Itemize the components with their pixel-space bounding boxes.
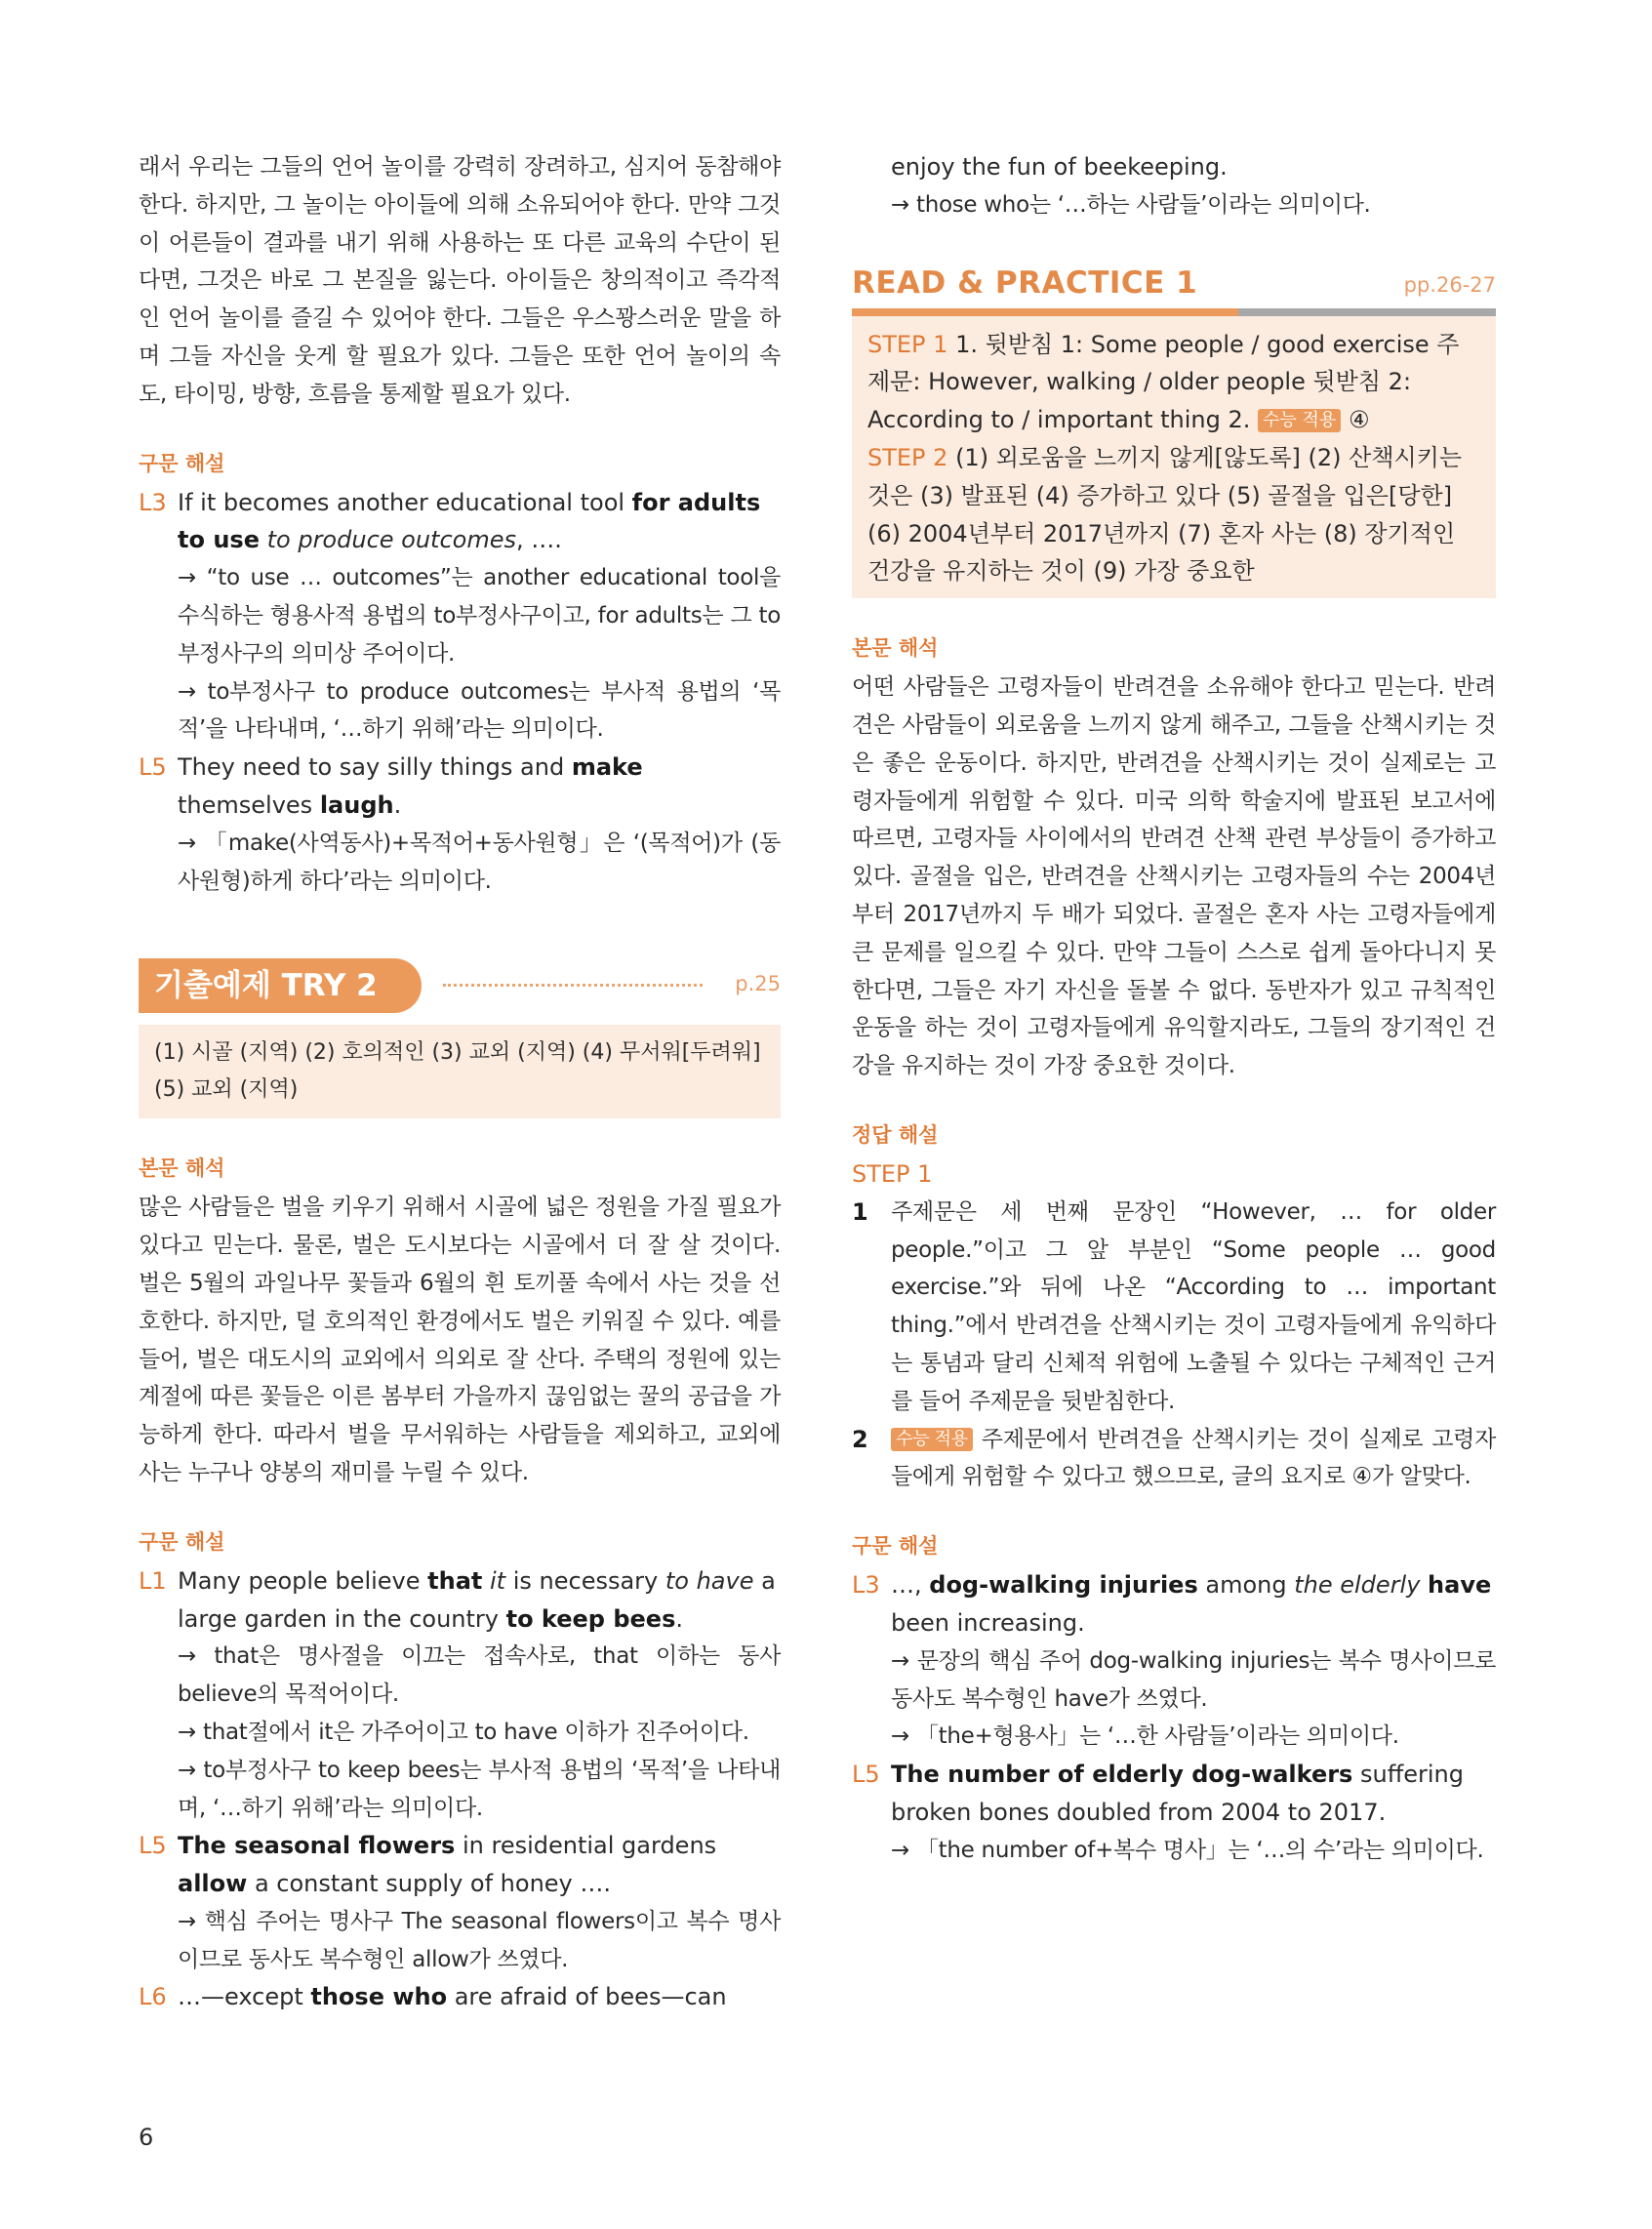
continuation [852,148,1496,224]
sentence: …, dog-walking injuries among the elderly have been increasing. [891,1571,1492,1637]
line-number: L3 [852,1571,880,1600]
dotted-divider [443,984,703,987]
line-number: L5 [852,1761,880,1789]
syntax-item-l3 [139,484,781,750]
note: → that은 명사절을 이끄는 접속사로, that 이하는 동사 believe의 목적어이다. [178,1643,781,1708]
read-practice-page-ref: pp.26-27 [1403,272,1496,297]
note: → those who는 ‘…하는 사람들’이라는 의미이다. [891,191,1371,218]
sentence: The seasonal flowers in residential gardens allow a constant supply of honey …. [178,1832,717,1898]
answer-1: 1 주제문은 세 번째 문장인 “However, … for older people.”이고 그 앞 부분인 “Some people … good exercise.”와 뒤에 나온 “According to … important thing.”에서 반려견을 산책시키는 것이 고령자들에게 유익하다는 통념과 달리 신체적 위험에 노출될 수 있다는 구체적인 근거를 들어 주제문을 뒷받침한다. [852,1197,1496,1414]
syntax-item-r-l5 [852,1756,1496,1869]
syntax-item-r-l3 [852,1566,1496,1756]
answer-2: 2 수능 적용 주제문에서 반려견을 산책시키는 것이 실제로 고령자들에게 위험할 수 있다고 했으므로, 글의 요지로 ④가 알맞다. [852,1425,1496,1490]
text-paragraph-2: 많은 사람들은 벌을 키우기 위해서 시골에 넓은 정원을 가질 필요가 있다고 믿는다. 물론, 벌은 도시보다는 시골에서 더 잘 살 것이다. 벌은 5월의 과일나무 꽃들과 6월의 흰 토끼풀 속에서 사는 것을 선호한다. 하지만, 덜 호의적인 환경에서도 벌은 키워질 수 있다. 예를 들어, 벌은 대도시의 교외에서 의외로 잘 산다. 주택의 정원에 있는 계절에 따른 꽃들은 이른 봄부터 가을까지 끊임없는 꿀의 공급을 가능하게 한다. 따라서 벌을 무서워하는 사람들을 제외하고, 교외에 사는 누구나 양봉의 재미를 누릴 수 있다. [139,1195,781,1485]
note: → 「the number of+복수 명사」는 ‘…의 수’라는 의미이다. [891,1837,1484,1863]
sentence: Many people believe that it is necessary to have a large garden in the country to keep bees. [178,1566,776,1633]
read-practice-title: READ & PRACTICE 1 [852,264,1198,301]
line-number: L6 [139,1983,167,2011]
suneung-badge: 수능 적용 [1258,409,1341,432]
note: → 「make(사역동사)+목적어+동사원형」은 ‘(목적어)가 (동사원형)하게 하다’라는 의미이다. [178,830,781,894]
try-header [139,958,781,1015]
answer-step-label: STEP 1 [852,1159,933,1188]
step1-answers: STEP 1 1. 뒷받침 1: Some people / good exercise 주제문: However, walking / older people 뒷받침 2: According to / important thing 2. 수능 적용 ④ [867,330,1460,434]
step2-answers: STEP 2 (1) 외로움을 느끼지 않게[않도록] (2) 산책시키는 것은 (3) 발표된 (4) 증가하고 있다 (5) 골절을 입은[당한] (6) 2004년부터 2017년까지 (7) 혼자 사는 (8) 장기적인 건강을 유지하는 것이 (9) 가장 중요한 [867,443,1463,586]
note: → to부정사구 to produce outcomes는 부사적 용법의 ‘목적’을 나타내며, ‘…하기 위해’라는 의미이다. [178,678,781,743]
read-practice-answer-box [852,316,1496,599]
line-number: L3 [139,488,167,516]
right-column [852,148,1496,1869]
suneung-badge: 수능 적용 [891,1428,973,1451]
try-answer-box: (1) 시골 (지역) (2) 호의적인 (3) 교외 (지역) (4) 무서워[두려워] (5) 교외 (지역) [139,1025,781,1118]
note: → 핵심 주어는 명사구 The seasonal flowers이고 복수 명사이므로 동사도 복수형인 allow가 쓰였다. [178,1908,781,1972]
syntax-item-l5 [139,749,781,900]
text-paragraph-right: 어떤 사람들은 고령자들이 반려견을 소유해야 한다고 믿는다. 반려견은 사람들이 외로움을 느끼지 않게 해주고, 그들을 산책시키는 것은 좋은 운동이다. 하지만, 반려견을 산책시키는 것이 실제로는 고령자들에게 위험할 수 있다. 미국 의학 학술지에 발표된 보고서에 따르면, 고령자들 사이에서의 반려견 산책 관련 부상들이 증가하고 있다. 골절을 입은, 반려견을 산책시키는 고령자들의 수는 2004년부터 2017년까지 두 배가 되었다. 골절은 혼자 사는 고령자들에게 큰 문제를 일으킬 수 있다. 만약 그들이 스스로 쉽게 돌아다니지 못한다면, 그들은 자기 자신을 돌볼 수 없다. 동반자가 있고 규칙적인 운동을 하는 것이 고령자들에게 유익할지라도, 그들의 장기적인 건강을 유지하는 것이 가장 중요한 것이다. [852,674,1496,1079]
intro-paragraph: 래서 우리는 그들의 언어 놀이를 강력히 장려하고, 심지어 동참해야 한다. 하지만, 그 놀이는 아이들에 의해 소유되어야 한다. 만약 그것이 어른들이 결과를 내기 위해 사용하는 또 다른 교육의 수단이 된다면, 그것은 바로 그 본질을 잃는다. 아이들은 창의적이고 즉각적인 언어 놀이를 즐길 수 있어야 한다. 그들은 우스꽝스러운 말을 하며 그들 자신을 웃게 할 필요가 있다. 그들은 또한 언어 놀이의 속도, 타이밍, 방향, 흐름을 통제할 필요가 있다. [139,154,781,407]
note: → 문장의 핵심 주어 dog-walking injuries는 복수 명사이므로 동사도 복수형인 have가 쓰였다. [891,1647,1496,1712]
note: → that절에서 it은 가주어이고 to have 이하가 진주어이다. [178,1719,749,1745]
syntax-item-l1 [139,1562,781,1828]
left-column [139,148,781,2016]
syntax-item-l5b [139,1827,781,1978]
syntax-label-1: 구문 해설 [139,451,225,475]
answer-label: 정답 해설 [852,1122,939,1147]
try-page-ref: p.25 [735,972,781,996]
continuation-sentence: enjoy the fun of beekeeping. [891,153,1228,181]
note: → to부정사구 to keep bees는 부사적 용법의 ‘목적’을 나타내며, ‘…하기 위해’라는 의미이다. [178,1757,781,1821]
text-label-2: 본문 해석 [139,1156,225,1181]
try-title: 기출예제 TRY 2 [139,958,422,1013]
text-label-right: 본문 해석 [852,636,939,661]
line-number: L5 [139,1832,167,1860]
line-number: L5 [139,753,167,782]
read-practice-header [852,265,1496,308]
syntax-item-l6 [139,1978,781,2016]
header-bar [852,308,1496,316]
note: → “to use … outcomes”는 another educational tool을 수식하는 형용사적 용법의 to부정사구이고, for adults는 그 to부정사구의 의미상 주어이다. [178,565,781,667]
sentence: If it becomes another educational tool for adults to use to produce outcomes, …. [178,488,761,554]
note: → 「the+형용사」는 ‘…한 사람들’이라는 의미이다. [891,1723,1399,1750]
sentence: …—except those who are afraid of bees—can [178,1983,727,2011]
page-number: 6 [139,2124,154,2151]
line-number: L1 [139,1566,167,1595]
syntax-label-2: 구문 해설 [139,1529,225,1554]
sentence: The number of elderly dog-walkers suffering broken bones doubled from 2004 to 2017. [891,1761,1464,1826]
sentence: They need to say silly things and make themselves laugh. [178,753,643,819]
syntax-label-right: 구문 해설 [852,1534,939,1559]
